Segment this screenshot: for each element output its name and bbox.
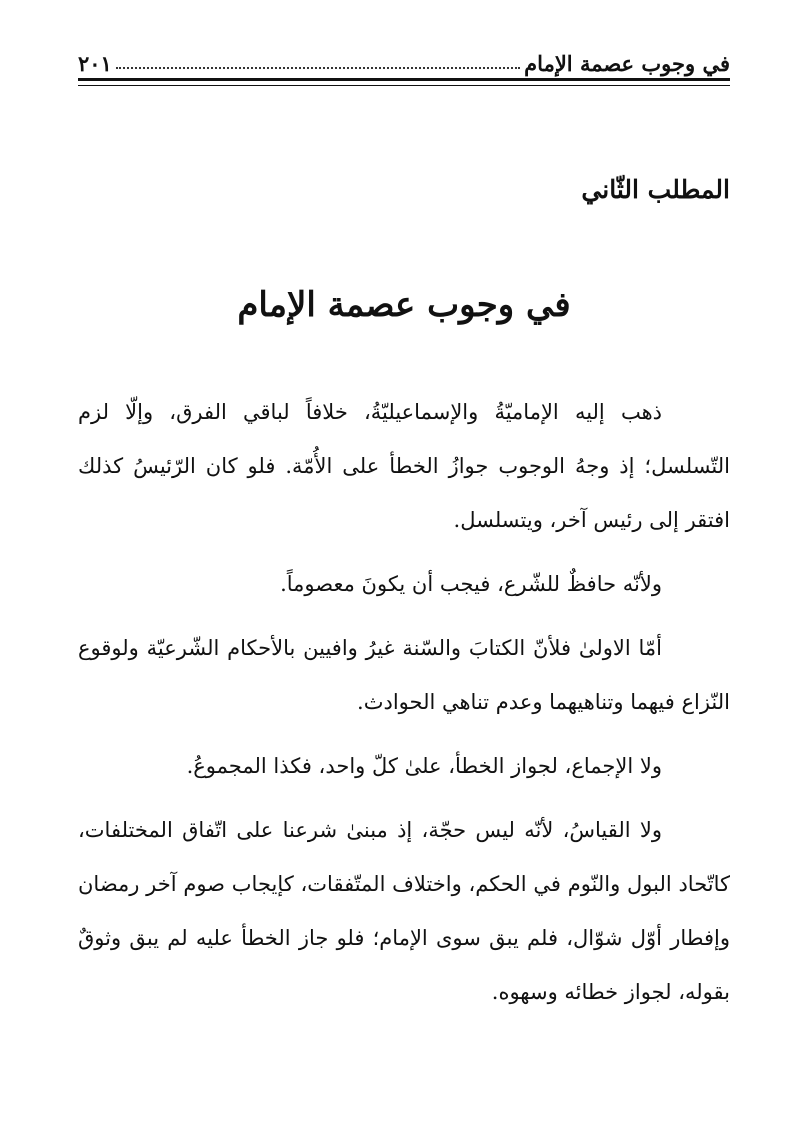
paragraph: ولا القياسُ، لأنّه ليس حجّة، إذ مبنىٰ شرعنا على اتّفاق المختلفات، كاتّحاد البول والنّوم في الحكم، واختلاف المتّفقات، كإيجاب صوم آخر رمضان وإفطار أوّل شوّال، فلم يبق سوى الإمام؛ فلو جاز الخطأ عليه لم يبق وثوقٌ بقوله، لجواز خطائه وسهوه. [78, 818, 730, 1004]
header-dot-leader [116, 66, 520, 69]
header-rule-thick [78, 78, 730, 81]
paragraph: ولا الإجماع، لجواز الخطأ، علىٰ كلّ واحد، فكذا المجموعُ. [186, 754, 662, 778]
chapter-title: في وجوب عصمة الإمام [237, 285, 571, 325]
section-label: المطلب الثّاني [581, 175, 730, 204]
running-header [78, 30, 730, 74]
paragraph: ذهب إليه الإماميّةُ والإسماعيليّةُ، خلافاً لباقي الفرق، وإلّا لزم التّسلسل؛ إذ وجهُ الوجوب جوازُ الخطأ على الأُمّة. فلو كان الرّئيسُ كذلك افتقر إلى رئيس آخر، ويتسلسل. [78, 400, 730, 532]
paragraph: أمّا الاولىٰ فلأنّ الكتابَ والسّنة غيرُ وافيين بالأحكام الشّرعيّة ولوقوع النّزاع فيهما وتناهيهما وعدم تناهي الحوادث. [78, 636, 730, 714]
page-number: ٢٠١ [78, 51, 112, 76]
running-header-title: في وجوب عصمة الإمام [524, 51, 730, 76]
header-rule-thin [78, 85, 730, 86]
paragraph: ولأنّه حافظٌ للشّرع، فيجب أن يكونَ معصوماً. [280, 572, 662, 596]
body-text [78, 385, 730, 1029]
